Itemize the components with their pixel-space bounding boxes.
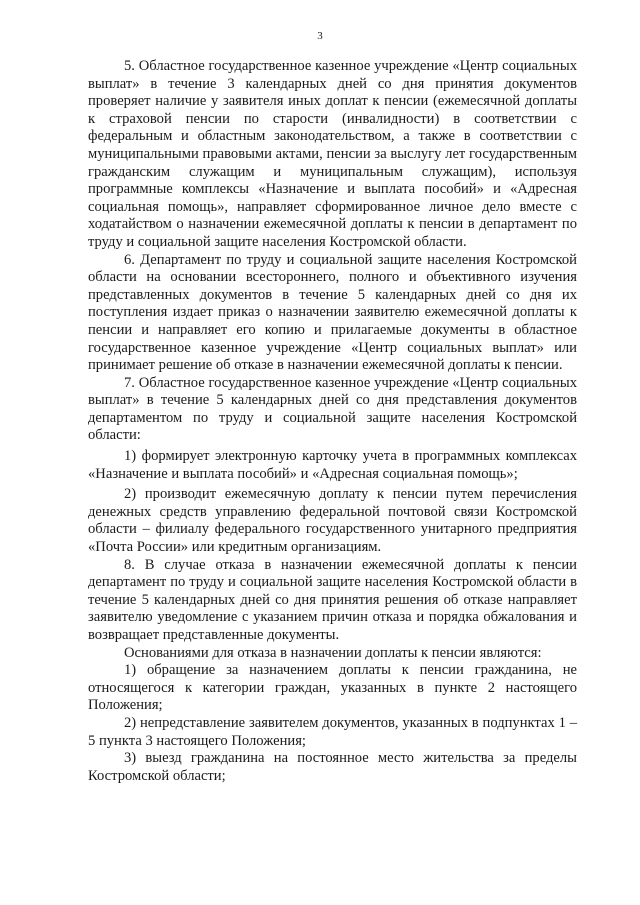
paragraph-subitem-7-2: 2) производит ежемесячную доплату к пенсии путем перечисления денежных средств управлению федеральной почтовой связи Костромской области – филиалу федерального государственного унитарного предприятия «Почта России» или кредитным организациям. — [88, 486, 577, 556]
paragraph-item-5: 5. Областное государственное казенное учреждение «Центр социальных выплат» в течение 3 календарных дней со дня принятия документов проверяет наличие у заявителя иных доплат к пенсии (ежемесячной доплаты к страховой пенсии по старости (инвалидности) в соответствии с федеральным и областным законодательством, а также в соответствии с муниципальными правовыми актами, пенсии за выслугу лет государственным гражданским служащим и муниципальным служащим), используя программные комплексы «Назначение и выплата пособий» и «Адресная социальная помощь», направляет сформированное личное дело вместе с ходатайством о назначении ежемесячной доплаты к пенсии в департамент по труду и социальной защите населения Костромской области. — [88, 58, 577, 250]
paragraph-item-8: 8. В случае отказа в назначении ежемесячной доплаты к пенсии департамент по труду и социальной защите населения Костромской области в течение 5 календарных дней со дня принятия решения об отказе направляет заявителю уведомление с указанием причин отказа и порядка обжалования и возвращает представленные документы. — [88, 556, 577, 643]
refusal-ground-1: 1) обращение за назначением доплаты к пенсии гражданина, не относящегося к категории граждан, указанных в пункте 2 настоящего Положения; — [88, 662, 577, 714]
refusal-grounds-intro: Основаниями для отказа в назначении доплаты к пенсии являются: — [124, 644, 542, 661]
refusal-ground-2: 2) непредставление заявителем документов, указанных в подпунктах 1 – 5 пункта 3 настоящего Положения; — [88, 714, 577, 749]
paragraph-item-7: 7. Областное государственное казенное учреждение «Центр социальных выплат» в течение 5 календарных дней со дня представления документов департаментом по труду и социальной защите населения Костромской области: — [88, 374, 577, 444]
paragraph-subitem-7-1: 1) формирует электронную карточку учета в программных комплексах «Назначение и выплата пособий» и «Адресная социальная помощь»; — [88, 448, 577, 482]
paragraph-item-6: 6. Департамент по труду и социальной защите населения Костромской области на основании всестороннего, полного и объективного изучения представленных документов в течение 5 календарных дней со дня их поступления издает приказ о назначении заявителю ежемесячной доплаты к пенсии и направляет его копию и прилагаемые документы в областное государственное казенное учреждение «Центр социальных выплат» или принимает решение об отказе в назначении ежемесячной доплаты к пенсии. — [88, 251, 577, 374]
document-body — [88, 58, 577, 785]
page-number: 3 — [317, 30, 323, 42]
refusal-ground-3: 3) выезд гражданина на постоянное место жительства за пределы Костромской области; — [88, 750, 577, 784]
